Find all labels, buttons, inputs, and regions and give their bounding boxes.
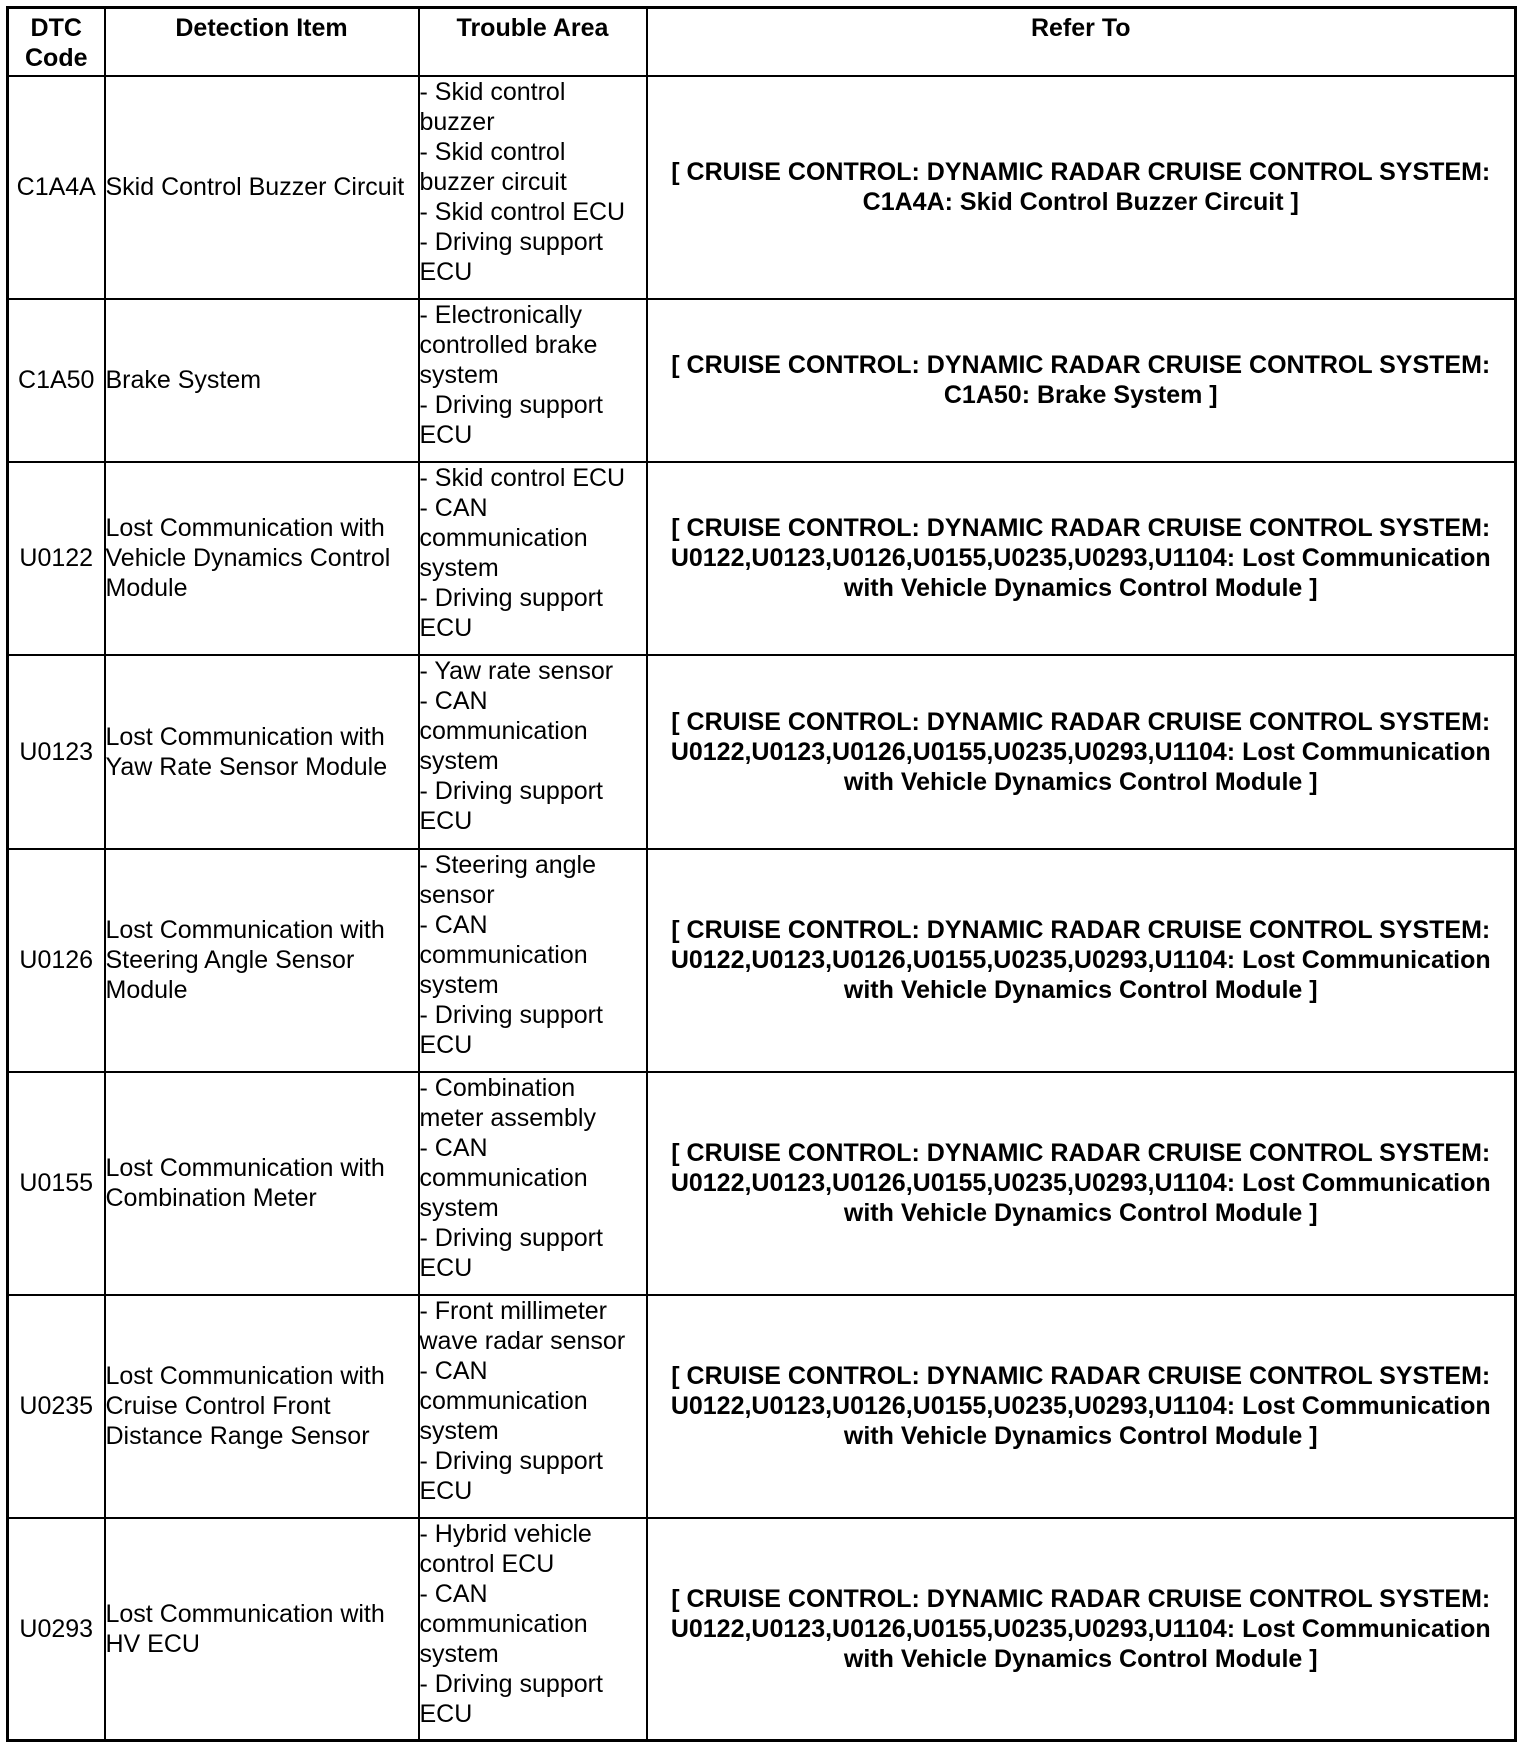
refer-to-link[interactable]: [ CRUISE CONTROL: DYNAMIC RADAR CRUISE CONTROL SYSTEM: C1A4A: Skid Control Buzzer Circuit ] xyxy=(647,76,1516,299)
detection-item-cell: Lost Communication with Cruise Control Front Distance Range Sensor xyxy=(105,1295,419,1518)
table-row xyxy=(8,1295,1516,1518)
refer-to-link[interactable]: [ CRUISE CONTROL: DYNAMIC RADAR CRUISE CONTROL SYSTEM: U0122,U0123,U0126,U0155,U0235,U0293,U1104: Lost Communication with Vehicle Dynamics Control Module ] xyxy=(647,1295,1516,1518)
detection-item-cell: Lost Communication with Steering Angle Sensor Module xyxy=(105,849,419,1072)
refer-to-link[interactable]: [ CRUISE CONTROL: DYNAMIC RADAR CRUISE CONTROL SYSTEM: U0122,U0123,U0126,U0155,U0235,U0293,U1104: Lost Communication with Vehicle Dynamics Control Module ] xyxy=(647,462,1516,655)
trouble-area-cell: - Steering angle sensor - CAN communication system - Driving support ECU xyxy=(419,849,647,1072)
table-row xyxy=(8,1518,1516,1741)
dtc-table xyxy=(6,6,1517,1742)
dtc-code-cell: C1A50 xyxy=(8,299,105,462)
trouble-area-cell: - Combination meter assembly - CAN communication system - Driving support ECU xyxy=(419,1072,647,1295)
refer-to-link[interactable]: [ CRUISE CONTROL: DYNAMIC RADAR CRUISE CONTROL SYSTEM: U0122,U0123,U0126,U0155,U0235,U0293,U1104: Lost Communication with Vehicle Dynamics Control Module ] xyxy=(647,849,1516,1072)
trouble-area-cell: - Front millimeter wave radar sensor - CAN communication system - Driving support ECU xyxy=(419,1295,647,1518)
table-row xyxy=(8,655,1516,849)
refer-to-link[interactable]: [ CRUISE CONTROL: DYNAMIC RADAR CRUISE CONTROL SYSTEM: U0122,U0123,U0126,U0155,U0235,U0293,U1104: Lost Communication with Vehicle Dynamics Control Module ] xyxy=(647,1518,1516,1741)
trouble-area-cell: - Yaw rate sensor - CAN communication system - Driving support ECU xyxy=(419,655,647,849)
trouble-area-cell: - Skid control buzzer - Skid control buzzer circuit - Skid control ECU - Driving support ECU xyxy=(419,76,647,299)
detection-item-cell: Skid Control Buzzer Circuit xyxy=(105,76,419,299)
dtc-document xyxy=(6,6,1517,1742)
dtc-code-cell: C1A4A xyxy=(8,76,105,299)
dtc-code-cell: U0155 xyxy=(8,1072,105,1295)
header-dtc-code: DTC Code xyxy=(8,8,105,76)
table-row xyxy=(8,462,1516,655)
trouble-area-cell: - Skid control ECU - CAN communication system - Driving support ECU xyxy=(419,462,647,655)
refer-to-link[interactable]: [ CRUISE CONTROL: DYNAMIC RADAR CRUISE CONTROL SYSTEM: U0122,U0123,U0126,U0155,U0235,U0293,U1104: Lost Communication with Vehicle Dynamics Control Module ] xyxy=(647,1072,1516,1295)
detection-item-cell: Lost Communication with Vehicle Dynamics Control Module xyxy=(105,462,419,655)
dtc-code-cell: U0122 xyxy=(8,462,105,655)
refer-to-link[interactable]: [ CRUISE CONTROL: DYNAMIC RADAR CRUISE CONTROL SYSTEM: U0122,U0123,U0126,U0155,U0235,U0293,U1104: Lost Communication with Vehicle Dynamics Control Module ] xyxy=(647,655,1516,849)
detection-item-cell: Lost Communication with Combination Meter xyxy=(105,1072,419,1295)
detection-item-cell: Lost Communication with Yaw Rate Sensor Module xyxy=(105,655,419,849)
table-header-row xyxy=(8,8,1516,76)
header-detection-item: Detection Item xyxy=(105,8,419,76)
detection-item-cell: Lost Communication with HV ECU xyxy=(105,1518,419,1741)
table-row xyxy=(8,1072,1516,1295)
trouble-area-cell: - Electronically controlled brake system - Driving support ECU xyxy=(419,299,647,462)
header-trouble-area: Trouble Area xyxy=(419,8,647,76)
dtc-code-cell: U0235 xyxy=(8,1295,105,1518)
header-refer-to: Refer To xyxy=(647,8,1516,76)
trouble-area-cell: - Hybrid vehicle control ECU - CAN communication system - Driving support ECU xyxy=(419,1518,647,1741)
detection-item-cell: Brake System xyxy=(105,299,419,462)
table-row xyxy=(8,299,1516,462)
table-row xyxy=(8,849,1516,1072)
dtc-code-cell: U0293 xyxy=(8,1518,105,1741)
dtc-code-cell: U0126 xyxy=(8,849,105,1072)
refer-to-link[interactable]: [ CRUISE CONTROL: DYNAMIC RADAR CRUISE CONTROL SYSTEM: C1A50: Brake System ] xyxy=(647,299,1516,462)
dtc-code-cell: U0123 xyxy=(8,655,105,849)
table-row xyxy=(8,76,1516,299)
